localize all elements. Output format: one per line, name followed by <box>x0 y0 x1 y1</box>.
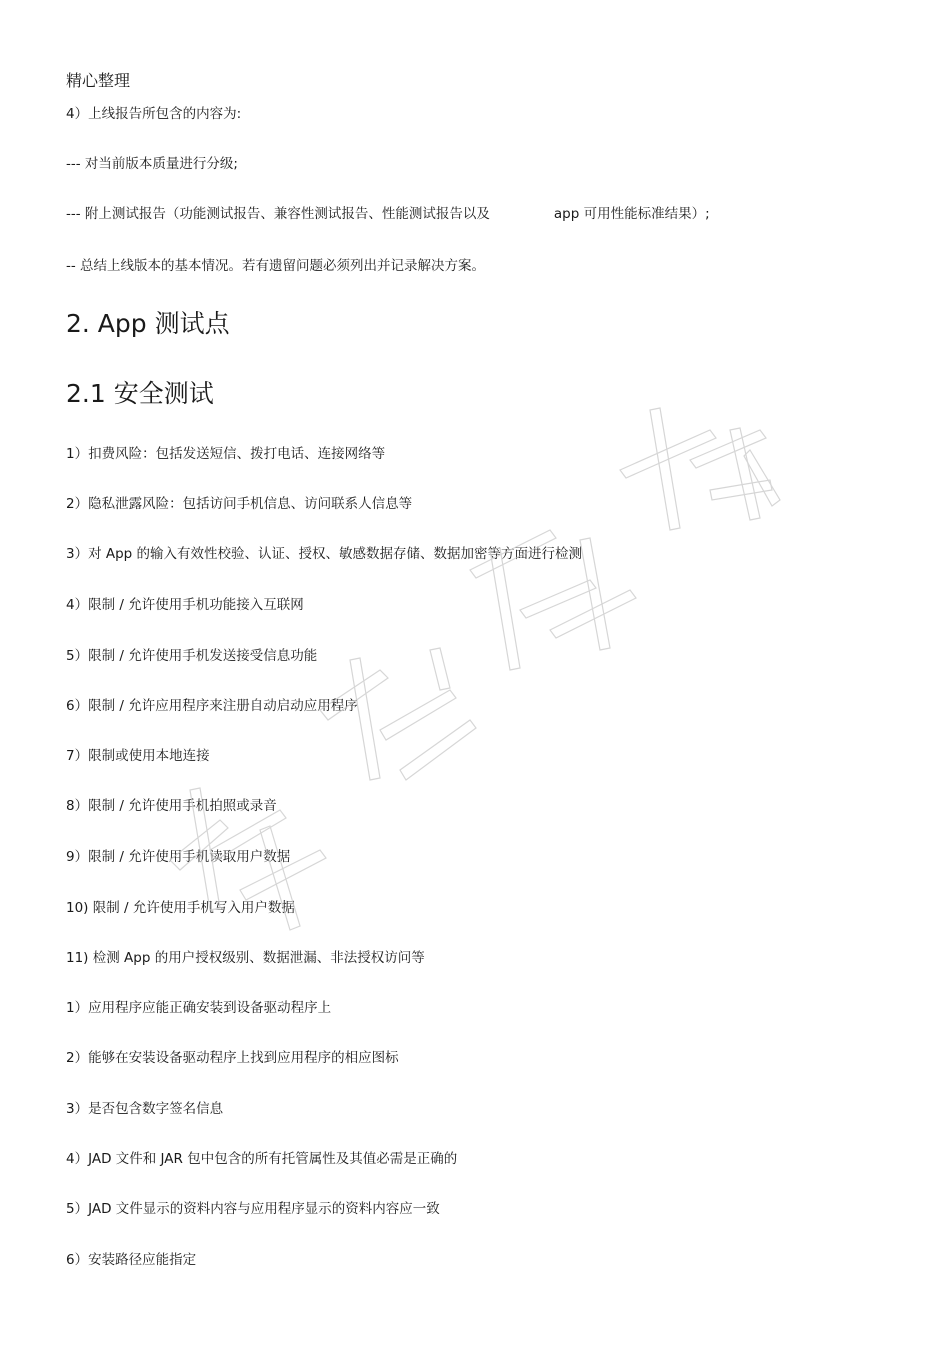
security-item: 9）限制 / 允许使用手机读取用户数据 <box>66 849 291 865</box>
subsection-heading: 2.1 安全测试 <box>66 379 214 408</box>
install-item: 5）JAD 文件显示的资料内容与应用程序显示的资料内容应一致 <box>66 1201 440 1217</box>
security-item: 8）限制 / 允许使用手机拍照或录音 <box>66 798 277 814</box>
intro-line-3 <box>66 204 710 224</box>
section-heading: 2. App 测试点 <box>66 309 230 338</box>
install-item: 3）是否包含数字签名信息 <box>66 1101 224 1117</box>
security-item: 7）限制或使用本地连接 <box>66 748 210 764</box>
intro-line-3-part-a: --- 附上测试报告（功能测试报告、兼容性测试报告、性能测试报告以及 <box>66 206 490 222</box>
intro-line-3-part-b: app 可用性能标准结果）; <box>553 206 710 222</box>
security-item: 10) 限制 / 允许使用手机写入用户数据 <box>66 900 295 916</box>
security-item: 4）限制 / 允许使用手机功能接入互联网 <box>66 597 304 613</box>
install-item: 2）能够在安装设备驱动程序上找到应用程序的相应图标 <box>66 1050 399 1066</box>
intro-line-1: 4）上线报告所包含的内容为: <box>66 106 242 122</box>
security-item: 5）限制 / 允许使用手机发送接受信息功能 <box>66 648 318 664</box>
install-item: 4）JAD 文件和 JAR 包中包含的所有托管属性及其值必需是正确的 <box>66 1151 458 1167</box>
security-item: 6）限制 / 允许应用程序来注册自动启动应用程序 <box>66 698 358 714</box>
intro-line-2: --- 对当前版本质量进行分级; <box>66 156 238 172</box>
install-item: 1）应用程序应能正确安装到设备驱动程序上 <box>66 1000 332 1016</box>
security-item: 11) 检测 App 的用户授权级别、数据泄漏、非法授权访问等 <box>66 950 425 966</box>
security-item: 1）扣费风险：包括发送短信、拨打电话、连接网络等 <box>66 446 386 462</box>
install-item: 6）安装路径应能指定 <box>66 1252 197 1268</box>
security-item: 3）对 App 的输入有效性校验、认证、授权、敏感数据存储、数据加密等方面进行检测 <box>66 546 583 562</box>
header-note: 精心整理 <box>66 71 131 90</box>
security-item: 2）隐私泄露风险：包括访问手机信息、访问联系人信息等 <box>66 496 413 512</box>
intro-line-4: -- 总结上线版本的基本情况。若有遗留问题必须列出并记录解决方案。 <box>66 258 486 274</box>
